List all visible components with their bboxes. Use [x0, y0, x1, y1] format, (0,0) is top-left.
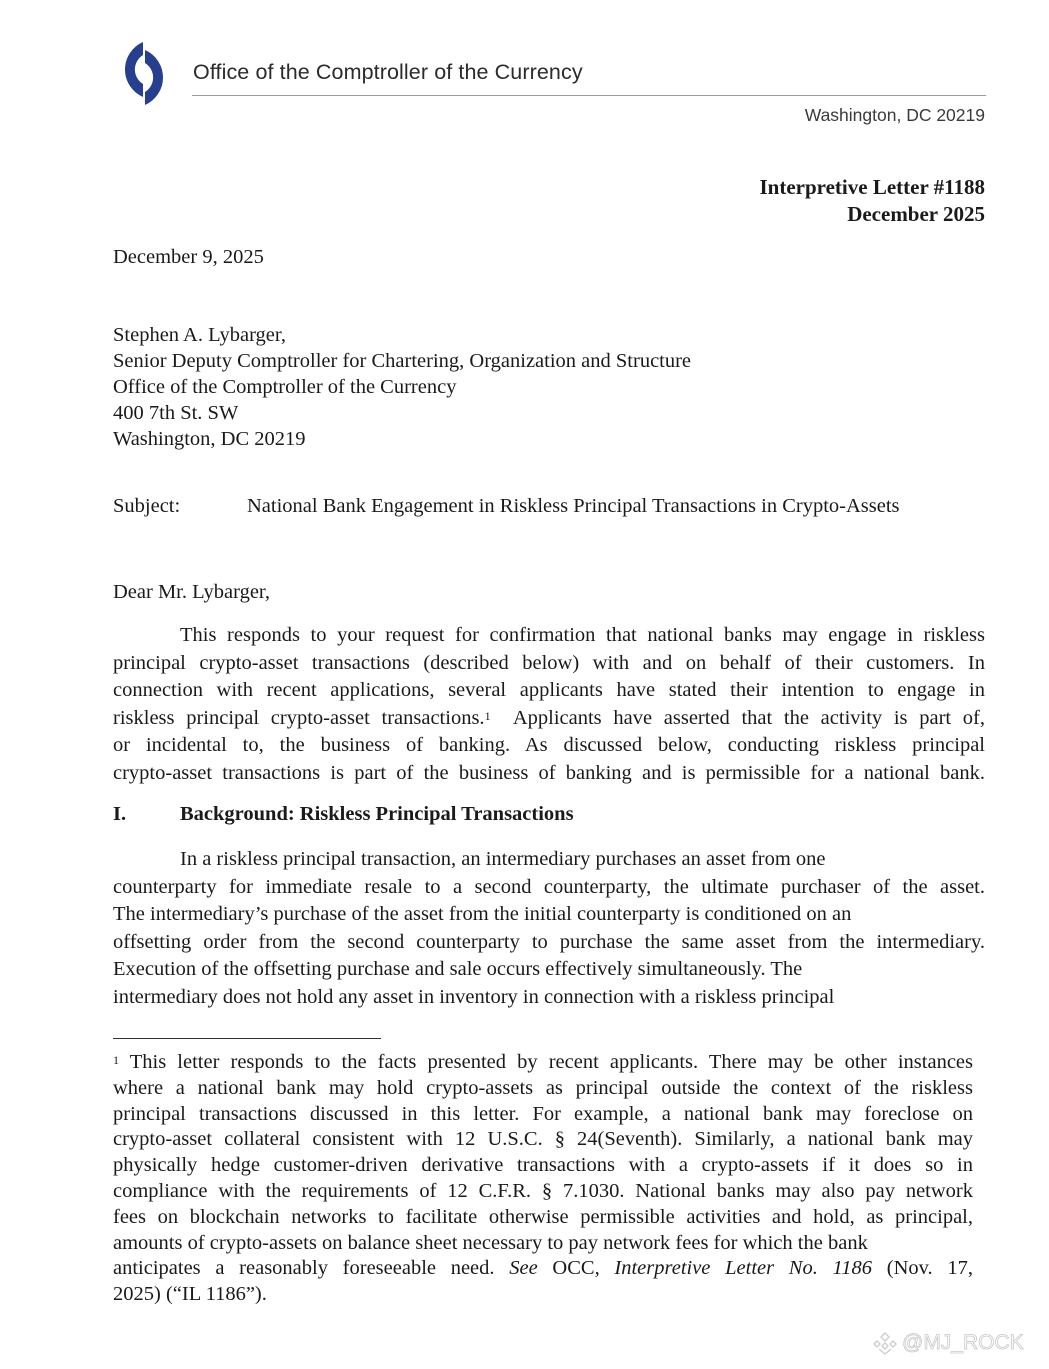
- paragraph-line: This responds to your request for confirmation that national banks may engage in riskless: [180, 624, 985, 646]
- footnote-line: fees on blockchain networks to facilitate otherwise permissible activities and hold, as principal,: [113, 1205, 973, 1228]
- footnote-line: principal transactions discussed in this letter. For example, a national bank may foreclose on: [113, 1102, 973, 1125]
- paragraph-line: or incidental to, the business of banking. As discussed below, conducting riskless principal: [113, 734, 985, 757]
- binance-logo-icon: [872, 1330, 898, 1356]
- recipient-name: Stephen A. Lybarger,: [113, 324, 287, 346]
- subject-label: Subject:: [113, 495, 181, 517]
- paragraph-line: counterparty for immediate resale to a second counterparty, the ultimate purchaser of the asset.: [113, 875, 985, 898]
- footnote-line: crypto-asset collateral consistent with 12 U.S.C. § 24(Seventh). Similarly, a national bank may: [113, 1128, 973, 1151]
- watermark-handle: @MJ_ROCK: [902, 1331, 1024, 1354]
- paragraph-line: principal crypto-asset transactions (described below) with and on behalf of their customers. In: [113, 651, 985, 674]
- footnote-line: physically hedge customer-driven derivative transactions with a crypto-assets if it does so in: [113, 1154, 973, 1177]
- intro-paragraph: [113, 622, 985, 788]
- recipient-address-block: [113, 322, 691, 452]
- footnote-text: anticipates a reasonably foreseeable need.: [113, 1257, 510, 1280]
- footnote-text: (Nov. 17,: [872, 1257, 973, 1280]
- signal-see: See: [509, 1257, 538, 1280]
- footnote-line: compliance with the requirements of 12 C.F.R. § 7.1030. National banks may also pay network: [113, 1179, 973, 1202]
- footnote-line: 2025) (“IL 1186”).: [113, 1283, 267, 1306]
- letter-identifier: [760, 174, 986, 228]
- watermark: [872, 1330, 1024, 1356]
- subject-text: National Bank Engagement in Riskless Principal Transactions in Crypto-Assets: [247, 495, 900, 517]
- footnote-text: This letter responds to the facts presented by recent applicants. There may be other instances: [129, 1051, 973, 1073]
- paragraph-line: [113, 705, 985, 733]
- paragraph-line: crypto-asset transactions is part of the business of banking and is permissible for a national bank.: [113, 761, 985, 784]
- recipient-title: Senior Deputy Comptroller for Chartering, Organization and Structure: [113, 350, 692, 372]
- header-address: Washington, DC 20219: [804, 105, 985, 125]
- header-divider: [192, 95, 986, 96]
- occ-logo: [111, 40, 179, 108]
- paragraph-line: intermediary does not hold any asset in inventory in connection with a riskless principal: [113, 985, 835, 1008]
- footnote: [113, 1050, 973, 1308]
- recipient-organization: Office of the Comptroller of the Currency: [113, 376, 457, 398]
- paragraph-line: offsetting order from the second counterparty to purchase the same asset from the intermediary.: [113, 930, 985, 953]
- footnote-line: [113, 1256, 973, 1282]
- footnote-divider: [113, 1038, 381, 1039]
- footnote-reference[interactable]: 1: [484, 708, 491, 723]
- agency-name: Office of the Comptroller of the Currency: [193, 60, 583, 84]
- salutation: Dear Mr. Lybarger,: [113, 581, 271, 603]
- occ-logo-icon: [111, 40, 179, 108]
- paragraph-line: connection with recent applications, several applicants have stated their intention to engage in: [113, 679, 985, 702]
- paragraph-text: Applicants have asserted that the activity is part of,: [512, 706, 985, 729]
- recipient-city: Washington, DC 20219: [113, 428, 306, 450]
- footnote-line: [113, 1050, 973, 1076]
- paragraph-line: Execution of the offsetting purchase and sale occurs effectively simultaneously. The: [113, 958, 803, 981]
- footnote-number: 1: [113, 1053, 119, 1067]
- paragraph-line: In a riskless principal transaction, an intermediary purchases an asset from one: [180, 848, 826, 870]
- footnote-line: where a national bank may hold crypto-assets as principal outside the context of the riskless: [113, 1076, 973, 1099]
- letter-month: December 2025: [847, 202, 985, 226]
- paragraph-text: riskless principal crypto-asset transactions.: [113, 706, 485, 729]
- section-number: I.: [113, 803, 127, 825]
- paragraph-line: The intermediary’s purchase of the asset from the initial counterparty is conditioned on an: [113, 903, 852, 926]
- footnote-line: amounts of crypto-assets on balance sheet necessary to pay network fees for which the bank: [113, 1231, 868, 1254]
- letter-number: Interpretive Letter #1188: [759, 175, 985, 199]
- background-paragraph: [113, 846, 985, 1012]
- section-title: Background: Riskless Principal Transactions: [180, 803, 574, 825]
- citation-title: Interpretive Letter No. 1186: [614, 1257, 873, 1280]
- footnote-text: OCC,: [537, 1257, 615, 1280]
- recipient-street: 400 7th St. SW: [113, 402, 239, 424]
- section-heading: [113, 803, 574, 826]
- subject-line: [113, 493, 900, 519]
- letter-date: December 9, 2025: [113, 246, 264, 268]
